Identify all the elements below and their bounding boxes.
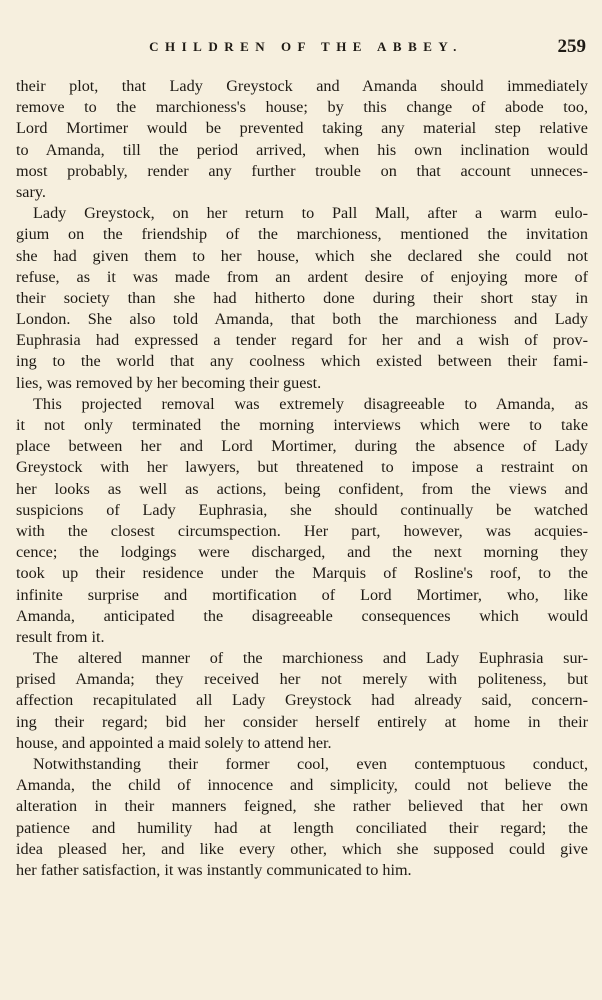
text-line: her looks as well as actions, being confident, from the views and bbox=[16, 479, 588, 498]
text-line: took up their residence under the Marquis of Rosline's roof, to the bbox=[16, 564, 588, 583]
text-line: lies, was removed by her becoming their guest. bbox=[16, 373, 322, 392]
text-line: This projected removal was extremely disagreeable to Amanda, as bbox=[33, 394, 588, 413]
text-line: result from it. bbox=[16, 627, 105, 646]
page-number: 259 bbox=[557, 36, 586, 57]
text-line: with the closest circumspection. Her part, however, was acquies- bbox=[16, 521, 588, 540]
text-line: Amanda, anticipated the disagreeable consequences which would bbox=[16, 606, 588, 625]
text-line: cence; the lodgings were discharged, and the next morning they bbox=[16, 543, 588, 562]
text-line: Lord Mortimer would be prevented taking any material step relative bbox=[16, 119, 588, 138]
text-line: her father satisfaction, it was instantly communicated to him. bbox=[16, 860, 412, 879]
text-line: most probably, render any further trouble on that account unneces- bbox=[16, 161, 588, 180]
text-line: ing their regard; bid her consider herself entirely at home in their bbox=[16, 712, 588, 731]
text-line: Lady Greystock, on her return to Pall Mall, after a warm eulo- bbox=[33, 204, 588, 223]
text-line: Greystock with her lawyers, but threatened to impose a restraint on bbox=[16, 458, 588, 477]
text-line: sary. bbox=[16, 182, 46, 201]
text-line: their plot, that Lady Greystock and Amanda should immediately bbox=[16, 77, 588, 95]
text-line: alteration in their manners feigned, she rather believed that her own bbox=[16, 797, 588, 816]
text-line: to Amanda, till the period arrived, when his own inclination would bbox=[16, 140, 588, 159]
text-line: Euphrasia had expressed a tender regard for her and a wish of prov- bbox=[16, 331, 588, 350]
text-line: infinite surprise and mortification of Lord Mortimer, who, like bbox=[16, 585, 588, 604]
text-line: it not only terminated the morning interviews which were to take bbox=[16, 416, 588, 434]
text-line: remove to the marchioness's house; by this change of abode too, bbox=[16, 98, 588, 117]
text-line: refuse, as it was made from an ardent desire of enjoying more of bbox=[16, 267, 588, 286]
text-line: ing to the world that any coolness which existed between their fami- bbox=[16, 352, 588, 371]
text-line: gium on the friendship of the marchioness, mentioned the invitation bbox=[16, 225, 588, 244]
text-line: suspicions of Lady Euphrasia, she should continually be watched bbox=[16, 500, 588, 519]
text-line: London. She also told Amanda, that both the marchioness and Lady bbox=[16, 310, 588, 329]
text-line: The altered manner of the marchioness and Lady Euphrasia sur- bbox=[33, 649, 588, 668]
text-line: place between her and Lord Mortimer, during the absence of Lady bbox=[16, 437, 588, 456]
text-line: she had given them to her house, which she declared she could not bbox=[16, 246, 588, 265]
text-line: Notwithstanding their former cool, even contemptuous conduct, bbox=[33, 755, 588, 773]
body-text bbox=[16, 76, 588, 881]
text-line: prised Amanda; they received her not merely with politeness, but bbox=[16, 670, 588, 689]
running-head bbox=[16, 36, 586, 58]
text-line: patience and humility had at length conciliated their regard; the bbox=[16, 818, 588, 837]
text-line: house, and appointed a maid solely to attend her. bbox=[16, 733, 332, 752]
running-title: CHILDREN OF THE ABBEY. bbox=[149, 39, 463, 54]
text-line: affection recapitulated all Lady Greystock had already said, concern- bbox=[16, 691, 588, 710]
text-line: their society than she had hitherto done during their short stay in bbox=[16, 288, 588, 307]
text-line: Amanda, the child of innocence and simplicity, could not believe the bbox=[16, 776, 588, 795]
text-line: idea pleased her, and like every other, which she supposed could give bbox=[16, 839, 588, 858]
